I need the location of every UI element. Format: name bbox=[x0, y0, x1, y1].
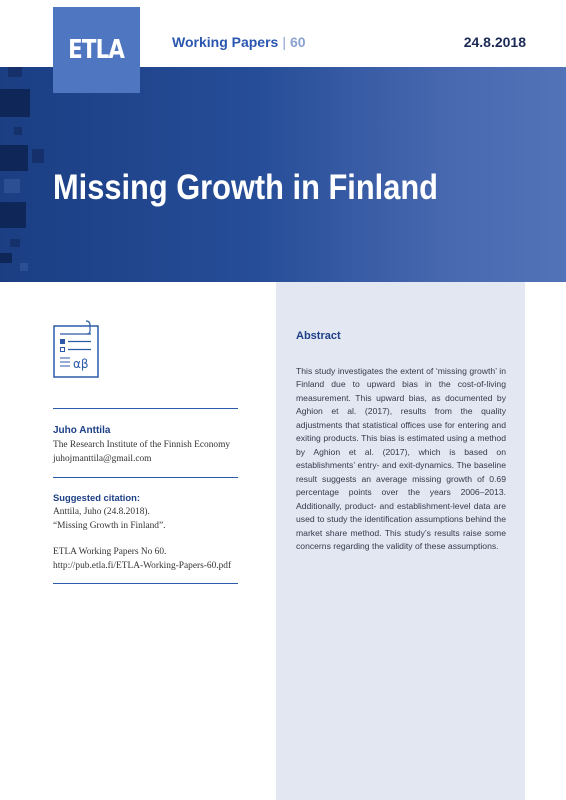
decorative-square bbox=[0, 145, 28, 171]
decorative-square bbox=[0, 202, 26, 228]
divider bbox=[53, 408, 238, 409]
author-organization: The Research Institute of the Finnish Economy bbox=[53, 440, 231, 450]
series-separator: | bbox=[282, 34, 286, 50]
decorative-square bbox=[4, 179, 20, 193]
decorative-square bbox=[0, 89, 30, 117]
series-label bbox=[172, 34, 306, 50]
etla-logo[interactable] bbox=[53, 7, 140, 93]
document-checklist-icon bbox=[53, 320, 99, 383]
series-number: 60 bbox=[289, 34, 306, 50]
divider bbox=[53, 583, 238, 584]
author-email[interactable]: juhojmanttila@gmail.com bbox=[53, 454, 152, 464]
decorative-square bbox=[8, 67, 22, 77]
decorative-square bbox=[14, 127, 22, 135]
page-title: Missing Growth in Finland bbox=[53, 168, 438, 207]
decorative-square bbox=[20, 263, 28, 271]
citation-label: Suggested citation: bbox=[53, 492, 140, 503]
publication-date: 24.8.2018 bbox=[463, 34, 526, 50]
logo-text: ETLA bbox=[68, 35, 125, 65]
author-name: Juho Anttila bbox=[53, 425, 111, 436]
series-name: Working Papers bbox=[172, 34, 279, 50]
citation-title: “Missing Growth in Finland”. bbox=[53, 521, 166, 531]
greek-glyph: αβ bbox=[73, 357, 89, 371]
citation-author: Anttila, Juho (24.8.2018). bbox=[53, 507, 150, 517]
decorative-square bbox=[10, 239, 20, 247]
abstract-heading: Abstract bbox=[296, 330, 341, 342]
decorative-square bbox=[32, 149, 44, 163]
divider bbox=[53, 477, 238, 478]
decorative-square bbox=[0, 253, 12, 263]
abstract-panel bbox=[276, 282, 525, 800]
abstract-text: This study investigates the extent of ‘missing growth’ in Finland due to upward bias in the cost-of-living measurement. This upward bias, as documented by Aghion et al. (2017), results from the quality adjustments that statistical offices use for entering and exiting products. This bias is estimated using a method by Aghion et al. (2017), which is based on establishments’ entry- and exit-dynamics. The baseline result suggests an average missing growth of 0.69 percentage points over the years 2006–2013. Additionally, product- and establishment-level data are used to study the identification assumptions behind the market share method. This study’s results raise some concerns regarding the validity of these assumptions. bbox=[296, 365, 506, 552]
citation-series: ETLA Working Papers No 60. bbox=[53, 547, 167, 557]
citation-url-link[interactable]: http://pub.etla.fi/ETLA-Working-Papers-60.pdf bbox=[53, 561, 232, 571]
